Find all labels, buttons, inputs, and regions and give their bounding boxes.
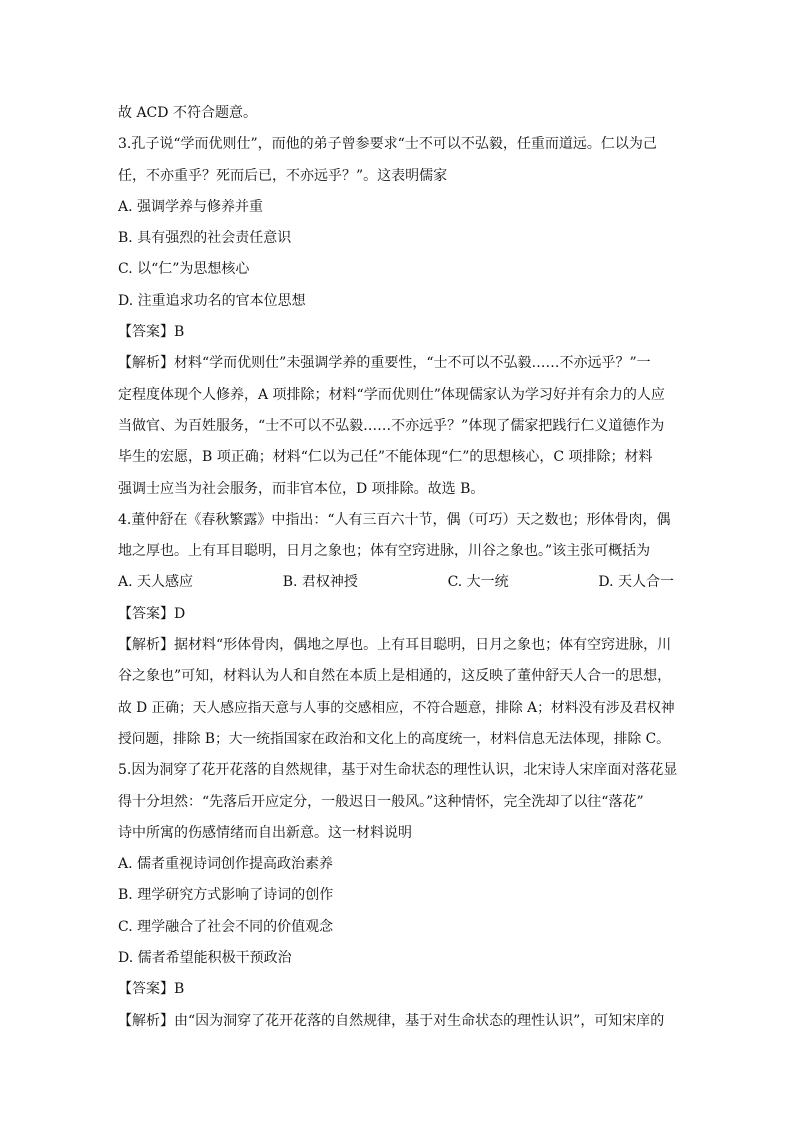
question-4-analysis: 故 D 正确；天人感应指天意与人事的交感相应，不符合题意，排除 A；材料没有涉及君权神 (118, 699, 675, 716)
question-3-option-b: B. 具有强烈的社会责任意识 (118, 230, 292, 247)
question-5-option-c: C. 理学融合了社会不同的价值观念 (118, 918, 334, 935)
question-4-analysis: 谷之象也”可知，材料认为人和自然在本质上是相通的，这反映了董仲舒天人合一的思想， (118, 668, 672, 685)
question-4-option-b: B. 君权神授 (282, 574, 358, 591)
question-3-stem-cont: 任，不亦重乎？死而后已，不亦远乎？”。这表明儒家 (118, 167, 448, 184)
question-4-answer: 【答案】D (118, 605, 186, 622)
question-3-analysis: 毕生的宏愿，B 项正确；材料“仁以为己任”不能体现“仁”的思想核心，C 项排除；材料 (118, 449, 653, 466)
question-5-analysis: 【解析】由“因为洞穿了花开花落的自然规律，基于对生命状态的理性认识”，可知宋庠的 (118, 1012, 665, 1029)
question-5-option-d: D. 儒者希望能积极干预政治 (118, 950, 292, 967)
question-4-analysis: 授问题，排除 B；大一统指国家在政治和文化上的高度统一，材料信息无法体现，排除 C。 (118, 730, 670, 747)
question-3-option-c: C. 以“仁”为思想核心 (118, 261, 250, 278)
question-4-stem: 4.董仲舒在《春秋繁露》中指出：“人有三百六十节，偶（可巧）天之数也；形体骨肉，偶 (118, 511, 671, 528)
question-3-analysis: 当做官、为百姓服务，“士不可以不弘毅……不亦远乎？”体现了儒家把践行仁义道德作为 (118, 417, 665, 434)
question-5-option-a: A. 儒者重视诗词创作提高政治素养 (118, 856, 334, 873)
question-3-answer: 【答案】B (118, 324, 185, 341)
question-4-stem-cont: 地之厚也。上有耳目聪明，日月之象也；体有空窍进脉，川谷之象也。”该主张可概括为 (118, 543, 651, 560)
question-3-analysis: 定程度体现个人修养，A 项排除；材料“学而优则仕”体现儒家认为学习好并有余力的人应 (118, 386, 665, 403)
text-line: 故 ACD 不符合题意。 (118, 105, 257, 121)
question-4-option-c: C. 大一统 (447, 574, 509, 591)
question-5-answer: 【答案】B (118, 981, 185, 998)
question-3-analysis: 【解析】材料“学而优则仕”未强调学养的重要性，“士不可以不弘毅……不亦远乎？”一 (118, 355, 651, 372)
question-5-stem-cont: 诗中所寓的伤感情绪而自出新意。这一材料说明 (118, 824, 412, 841)
question-3-stem: 3.孔子说“学而优则仕”，而他的弟子曾参要求“士不可以不弘毅，任重而道远。仁以为己 (118, 136, 657, 153)
question-4-analysis: 【解析】据材料“形体骨肉，偶地之厚也。上有耳目聪明，日月之象也；体有空窍进脉，川 (118, 637, 672, 654)
question-4-option-a: A. 天人感应 (118, 574, 194, 591)
question-5-stem-cont: 得十分坦然：“先落后开应定分，一般迟日一般风。”这种情怀，完全洗却了以往“落花” (118, 793, 644, 810)
question-4-option-d: D. 天人合一 (598, 574, 674, 591)
question-5-option-b: B. 理学研究方式影响了诗词的创作 (118, 887, 334, 904)
question-3-option-a: A. 强调学养与修养并重 (118, 198, 264, 215)
document-content (118, 98, 678, 1037)
question-5-stem: 5.因为洞穿了花开花落的自然规律，基于对生命状态的理性认识，北宋诗人宋庠面对落花显 (118, 762, 678, 779)
question-3-option-d: D. 注重追求功名的官本位思想 (118, 292, 306, 309)
question-3-analysis: 强调士应当为社会服务，而非官本位，D 项排除。故选 B。 (118, 480, 485, 497)
question-4-options (118, 567, 678, 598)
